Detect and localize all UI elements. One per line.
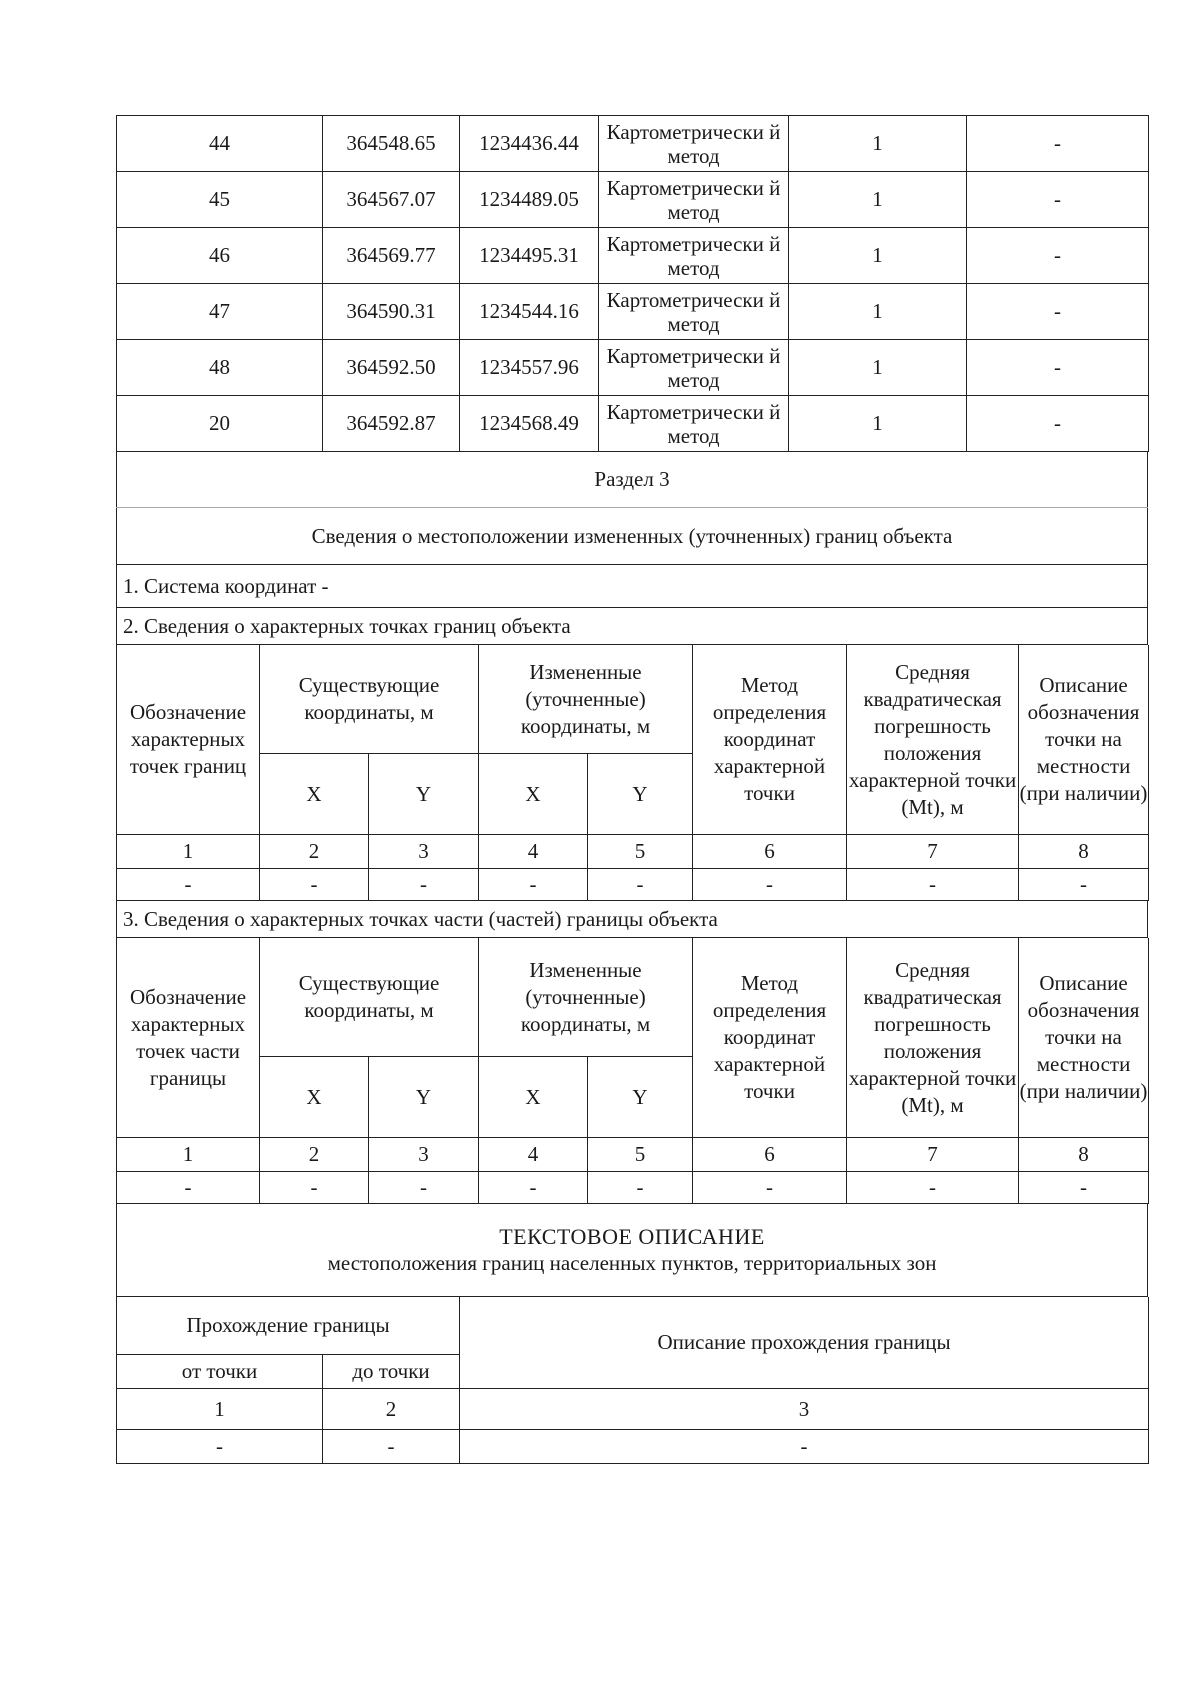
accuracy-cell: 1	[789, 396, 967, 452]
point-number: 46	[117, 228, 323, 284]
header-changed: Измененные (уточненные) координаты, м	[479, 938, 693, 1057]
coord-y: 1234489.05	[460, 172, 599, 228]
description-cell: -	[967, 172, 1149, 228]
cell: -	[117, 1172, 260, 1204]
header-x: X	[260, 754, 369, 835]
points-table	[116, 645, 1149, 901]
method-cell: Картометрически й метод	[599, 340, 789, 396]
cell: -	[479, 869, 588, 901]
table-row	[117, 396, 1149, 452]
header-from-point: от точки	[117, 1355, 323, 1389]
section-subtitle: Сведения о местоположении измененных (уточненных) границ объекта	[117, 508, 1148, 565]
point-number: 45	[117, 172, 323, 228]
header-method: Метод определения координат характерной точки	[693, 645, 847, 835]
header-x: X	[479, 754, 588, 835]
cell: 3	[460, 1389, 1149, 1430]
document-page	[116, 115, 1148, 1464]
cell: -	[588, 869, 693, 901]
table-row	[117, 116, 1149, 172]
coord-x: 364592.87	[323, 396, 460, 452]
header-method: Метод определения координат характерной точки	[693, 938, 847, 1138]
section3-heading	[116, 452, 1148, 645]
cell: -	[117, 1430, 323, 1464]
header-y: Y	[369, 1057, 479, 1138]
table-row	[117, 340, 1149, 396]
header-passage: Прохождение границы	[117, 1297, 460, 1355]
cell: 2	[260, 1138, 369, 1172]
coord-y: 1234436.44	[460, 116, 599, 172]
cell: 1	[117, 835, 260, 869]
cell: -	[260, 1172, 369, 1204]
point-number: 48	[117, 340, 323, 396]
header-changed: Измененные (уточненные) координаты, м	[479, 645, 693, 754]
header-existing: Существующие координаты, м	[260, 645, 479, 754]
text-description-subtitle: местоположения границ населенных пунктов, территориальных зон	[327, 1251, 937, 1275]
column-numbers-row	[117, 835, 1149, 869]
empty-row	[117, 869, 1149, 901]
cell: -	[1019, 1172, 1149, 1204]
cell: -	[1019, 869, 1149, 901]
cell: 6	[693, 1138, 847, 1172]
header-designation-part: Обозначение характерных точек части границы	[117, 938, 260, 1138]
coord-y: 1234557.96	[460, 340, 599, 396]
text-description-block	[117, 1204, 1148, 1297]
cell: 8	[1019, 1138, 1149, 1172]
cell: 2	[260, 835, 369, 869]
coord-y: 1234495.31	[460, 228, 599, 284]
method-cell: Картометрически й метод	[599, 396, 789, 452]
text-description-heading	[116, 1204, 1148, 1297]
coord-x: 364590.31	[323, 284, 460, 340]
method-cell: Картометрически й метод	[599, 284, 789, 340]
accuracy-cell: 1	[789, 228, 967, 284]
cell: 7	[847, 1138, 1019, 1172]
header-accuracy: Средняя квадратическая погрешность положения характерной точки (Mt), м	[847, 938, 1019, 1138]
table-row	[117, 172, 1149, 228]
cell: 2	[323, 1389, 460, 1430]
coord-x: 364592.50	[323, 340, 460, 396]
passage-table	[116, 1297, 1149, 1464]
accuracy-cell: 1	[789, 340, 967, 396]
cell: -	[479, 1172, 588, 1204]
point-number: 20	[117, 396, 323, 452]
cell: -	[847, 1172, 1019, 1204]
description-cell: -	[967, 284, 1149, 340]
header-y: Y	[588, 754, 693, 835]
cell: -	[323, 1430, 460, 1464]
cell: 1	[117, 1138, 260, 1172]
cell: 5	[588, 1138, 693, 1172]
coord-x: 364567.07	[323, 172, 460, 228]
parts-table	[116, 938, 1149, 1204]
parts-title-table	[116, 901, 1148, 938]
point-number: 47	[117, 284, 323, 340]
cell: 5	[588, 835, 693, 869]
cell: 3	[369, 835, 479, 869]
accuracy-cell: 1	[789, 172, 967, 228]
header-y: Y	[588, 1057, 693, 1138]
description-cell: -	[967, 396, 1149, 452]
cell: -	[693, 1172, 847, 1204]
parts-title: 3. Сведения о характерных точках части (частей) границы объекта	[117, 901, 1148, 938]
cell: 4	[479, 1138, 588, 1172]
header-existing: Существующие координаты, м	[260, 938, 479, 1057]
cell: 3	[369, 1138, 479, 1172]
cell: 8	[1019, 835, 1149, 869]
empty-row	[117, 1430, 1149, 1464]
text-description-title: ТЕКСТОВОЕ ОПИСАНИЕ	[499, 1224, 765, 1249]
header-description: Описание обозначения точки на местности (при наличии)	[1019, 645, 1149, 835]
coord-system-label: 1. Система координат -	[117, 565, 1148, 608]
cell: -	[693, 869, 847, 901]
accuracy-cell: 1	[789, 284, 967, 340]
coordinates-table	[116, 115, 1149, 452]
header-designation: Обозначение характерных точек границ	[117, 645, 260, 835]
cell: -	[460, 1430, 1149, 1464]
description-cell: -	[967, 340, 1149, 396]
header-passage-description: Описание прохождения границы	[460, 1297, 1149, 1389]
table-row	[117, 228, 1149, 284]
coord-y: 1234568.49	[460, 396, 599, 452]
table-row	[117, 284, 1149, 340]
coord-x: 364569.77	[323, 228, 460, 284]
cell: -	[847, 869, 1019, 901]
coord-y: 1234544.16	[460, 284, 599, 340]
cell: 4	[479, 835, 588, 869]
description-cell: -	[967, 228, 1149, 284]
cell: 6	[693, 835, 847, 869]
cell: 7	[847, 835, 1019, 869]
section-title: Раздел 3	[117, 452, 1148, 508]
column-numbers-row	[117, 1389, 1149, 1430]
cell: -	[369, 869, 479, 901]
cell: -	[369, 1172, 479, 1204]
header-x: X	[260, 1057, 369, 1138]
header-description: Описание обозначения точки на местности (при наличии)	[1019, 938, 1149, 1138]
cell: -	[260, 869, 369, 901]
header-accuracy: Средняя квадратическая погрешность положения характерной точки (Mt), м	[847, 645, 1019, 835]
header-to-point: до точки	[323, 1355, 460, 1389]
method-cell: Картометрически й метод	[599, 116, 789, 172]
cell: -	[588, 1172, 693, 1204]
coord-x: 364548.65	[323, 116, 460, 172]
accuracy-cell: 1	[789, 116, 967, 172]
cell: -	[117, 869, 260, 901]
cell: 1	[117, 1389, 323, 1430]
description-cell: -	[967, 116, 1149, 172]
header-y: Y	[369, 754, 479, 835]
points-title: 2. Сведения о характерных точках границ объекта	[117, 608, 1148, 645]
header-x: X	[479, 1057, 588, 1138]
method-cell: Картометрически й метод	[599, 172, 789, 228]
column-numbers-row	[117, 1138, 1149, 1172]
point-number: 44	[117, 116, 323, 172]
empty-row	[117, 1172, 1149, 1204]
method-cell: Картометрически й метод	[599, 228, 789, 284]
